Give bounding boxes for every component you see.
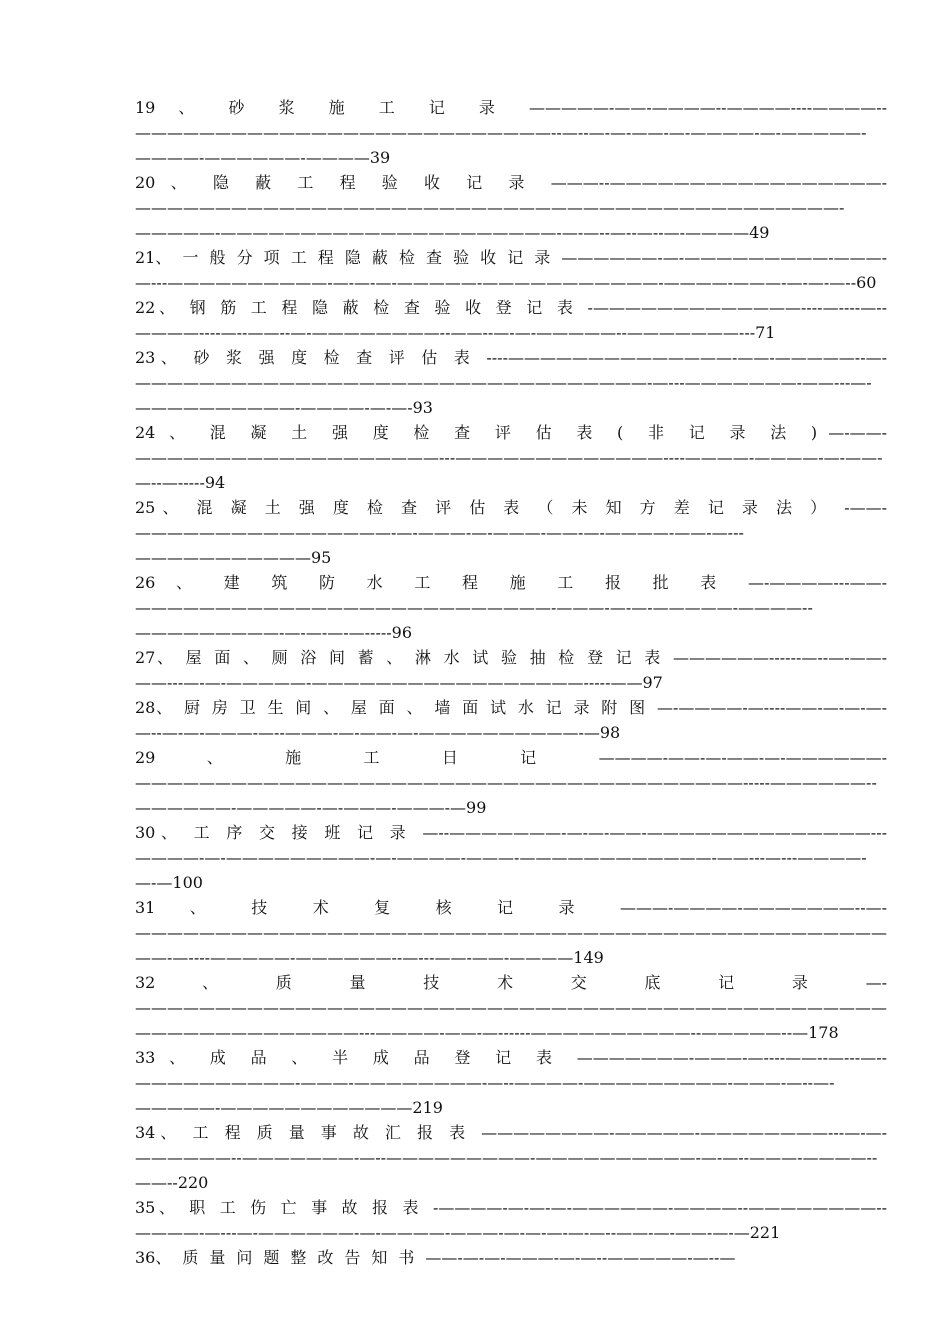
toc-leader: ——-—-—-———-—-—--—————-—--— xyxy=(425,1248,736,1267)
toc-entry-number: 36 xyxy=(135,1248,156,1267)
toc-entry-number: 24 xyxy=(135,423,156,442)
toc-entry-number: 31 xyxy=(135,898,156,917)
toc-leader: —-—————————————————————————————————————————————————————————————---————-——-—------——————————--—————--— xyxy=(135,973,887,1042)
toc-page-number: 49 xyxy=(749,223,770,242)
toc-page-number: 98 xyxy=(599,723,621,742)
toc-entry-title: 、施工日记 xyxy=(155,748,599,767)
toc-leader: -—————————————----—----—--————----—--——--—-————————--——--—-—-—————--———————--- xyxy=(135,298,887,342)
toc-entry-number: 29 xyxy=(135,748,156,767)
toc-entry xyxy=(135,745,887,820)
toc-page-number: 93 xyxy=(412,398,433,417)
toc-page-number: 97 xyxy=(642,673,663,692)
toc-leader: ————————-—————-————————---—-—-——————--———————-—--—————————-——————————-—-—--———-————--——-- xyxy=(135,1123,887,1192)
toc-leader: ———--—————————————————-————————————————————————————————————————————-—————-—————————————————————-—-—--—--—--—-———— xyxy=(135,173,887,242)
toc-leader: —-————-—----——-—-—-—-—--—-—-———-—--———-—-——-—-——————————-— xyxy=(135,698,887,742)
toc-entry xyxy=(135,170,887,245)
toc-entry-title: 、一般分项工程隐蔽检查验收记录 xyxy=(155,248,562,267)
toc-page-number: 39 xyxy=(369,148,391,167)
toc-entry-number: 22 xyxy=(135,298,156,317)
toc-page-number: 221 xyxy=(749,1223,781,1242)
toc-entry-number: 32 xyxy=(135,973,156,992)
toc-entry-title: 、砂浆强度检查评估表 xyxy=(155,348,487,367)
toc-page-number: 96 xyxy=(391,623,413,642)
toc-page-number: 149 xyxy=(573,948,604,967)
toc-entry-number: 28 xyxy=(135,698,156,717)
toc-entry xyxy=(135,970,887,1045)
toc-page-number: 100 xyxy=(172,873,203,892)
toc-leader: ----——————————————-——-—————--—-————————————————————————————————-—---———————-——---—-——————————-————-—-—- xyxy=(135,348,887,417)
toc-entry-number: 26 xyxy=(135,573,156,592)
toc-leader: —-——-———————————————————---—————————————----————-————-—-——-—--—----- xyxy=(135,423,887,492)
toc-entry-number: 23 xyxy=(135,348,156,367)
toc-entry xyxy=(135,345,887,420)
toc-entry-number: 19 xyxy=(135,98,156,117)
toc-entry-title: 、成品、半成品登记表 xyxy=(155,1048,577,1067)
toc-page-number: 99 xyxy=(466,798,487,817)
toc-entry-number: 25 xyxy=(135,498,156,517)
toc-leader: ————-——-—-——-—-——————-——————————————————————————————————————-----——————--——————-—————-—-———-———-— xyxy=(135,748,887,817)
toc-entry-title: 、建筑防水工程施工报批表 xyxy=(155,573,748,592)
toc-entry-title: 、钢筋工程隐蔽检查验收登记表 xyxy=(155,298,588,317)
toc-entry xyxy=(135,420,887,495)
toc-leader: —————-——-————--————----————--——————————————————————————--—--—-—-——-—-————-—-—————-————-——————-———— xyxy=(135,98,887,167)
toc-leader: —--———————-—-—-——-——————————————---————-—-—————————-—-————-———-————————————-——---—---————-—-— xyxy=(135,823,887,892)
toc-page-number: 178 xyxy=(808,1023,839,1042)
toc-entry xyxy=(135,820,887,895)
toc-entry xyxy=(135,1245,887,1270)
toc-leader: -——-————————————————-—-———-—-———-——-—-————-——-—---——————————— xyxy=(135,498,887,567)
toc-entry-number: 21 xyxy=(135,248,156,267)
toc-entry-title: 、砂浆施工记录 xyxy=(155,98,529,117)
toc-entry-title: 、屋面、厕浴间蓄、淋水试验抽检登记表 xyxy=(155,648,673,667)
toc-entry xyxy=(135,1195,887,1245)
toc-entry-number: 27 xyxy=(135,648,156,667)
toc-entry-title: 、厨房卫生间、屋面、墙面试水记录附图 xyxy=(155,698,657,717)
toc-page-number: 60 xyxy=(856,273,877,292)
table-of-contents xyxy=(135,95,887,1270)
toc-entry-number: 33 xyxy=(135,1048,156,1067)
toc-entry xyxy=(135,95,887,170)
toc-page-number: 71 xyxy=(755,323,776,342)
toc-entry-number: 30 xyxy=(135,823,156,842)
toc-page-number: 220 xyxy=(177,1173,209,1192)
toc-entry-number: 20 xyxy=(135,173,156,192)
toc-entry xyxy=(135,695,887,745)
toc-leader: ———————-———-—----——--—---—--——————————-———-————————-—--————-—————————-———-—--—-—————-———————————— xyxy=(135,1048,887,1117)
toc-entry-title: 、混凝土强度检查评估表（未知方差记录法） xyxy=(155,498,845,517)
toc-page-number: 95 xyxy=(311,548,332,567)
toc-entry-title: 、质量技术交底记录 xyxy=(155,973,866,992)
toc-entry xyxy=(135,895,887,970)
toc-leader: ———-————-———————--—-—————————————————————————————————————————————————-—----—————-——————--—---——-——-———— xyxy=(135,898,887,967)
toc-entry-title: 、工序交接班记录 xyxy=(155,823,423,842)
toc-entry xyxy=(135,295,887,345)
toc-entry-title: 、职工伤亡事故报表 xyxy=(155,1198,433,1217)
toc-entry-title: 、混凝土强度检查评估表(非记录法) xyxy=(155,423,829,442)
toc-entry-title: 、工程质量事故汇报表 xyxy=(155,1123,482,1142)
toc-leader: -————-—-—-—-——————-————--————————--————-—---—-——————-—-————-———-—-—-—-—-—--——-—-——-—-— xyxy=(135,1198,887,1242)
toc-entry xyxy=(135,1045,887,1120)
toc-entry xyxy=(135,1120,887,1195)
toc-entry-number: 34 xyxy=(135,1123,156,1142)
toc-leader: ——————------—--—-——-——---—-—-—————-—————————————————-----—— xyxy=(135,648,887,692)
toc-page-number: 219 xyxy=(412,1098,443,1117)
toc-entry-number: 35 xyxy=(135,1198,156,1217)
toc-leader: —-————---——-——————————————————————————-———-—-—-—————-————--—————————-—-—-—-—----- xyxy=(135,573,887,642)
toc-entry xyxy=(135,245,887,295)
toc-leader: ——————-—-—————————-———-—---——————————-—-—-—-—————-———————————-————-———-—-—-—-- xyxy=(135,248,887,292)
toc-entry-title: 、隐蔽工程验收记录 xyxy=(155,173,551,192)
toc-entry xyxy=(135,495,887,570)
toc-entry xyxy=(135,645,887,695)
toc-entry xyxy=(135,570,887,645)
toc-entry-title: 、质量问题整改告知书 xyxy=(155,1248,426,1267)
toc-page-number: 94 xyxy=(204,473,226,492)
toc-entry-title: 、技术复核记录 xyxy=(155,898,620,917)
